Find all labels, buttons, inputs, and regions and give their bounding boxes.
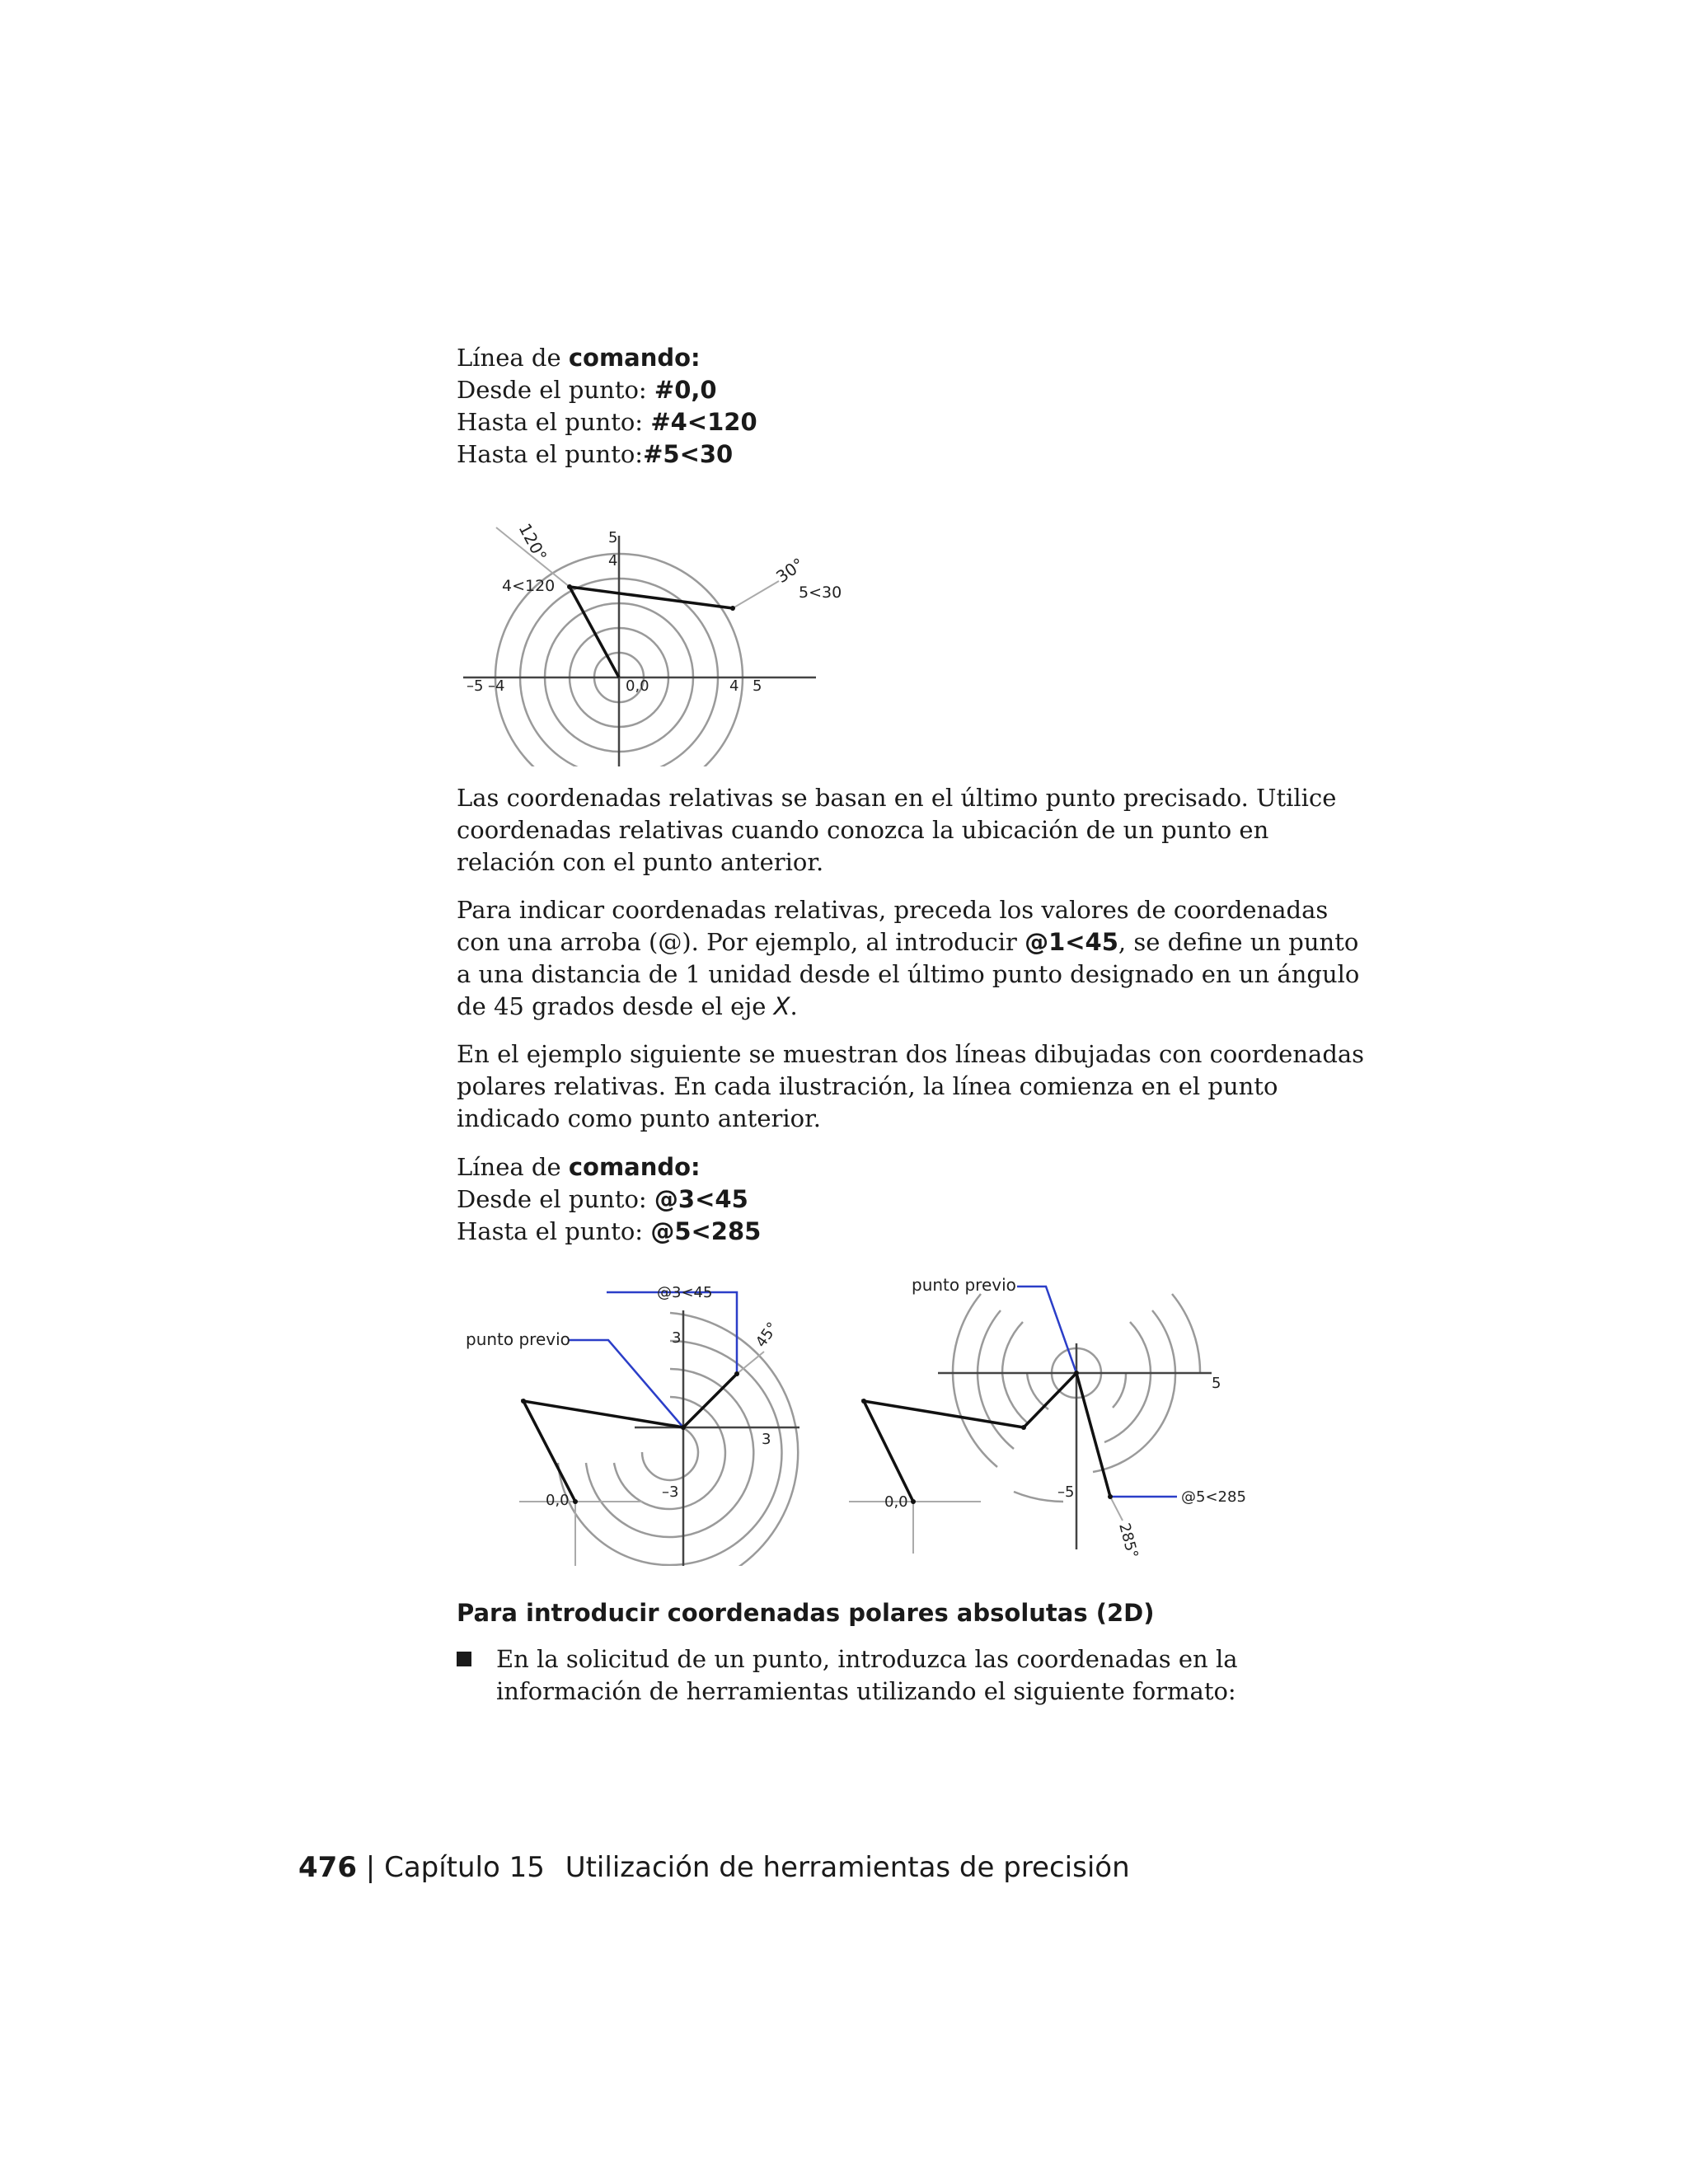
tick-label-ym3: –3 (662, 1483, 679, 1501)
point (861, 1399, 866, 1404)
chapter-title: Utilización de herramientas de precisión (565, 1851, 1130, 1884)
point (730, 606, 735, 611)
text: Desde el punto: (457, 1185, 654, 1213)
point (567, 584, 572, 589)
origin-label: 0,0 (626, 677, 649, 695)
page-footer (298, 1849, 1130, 1886)
text: Línea de (457, 344, 569, 372)
drawn-lines (864, 1373, 1110, 1502)
bold-text: @1<45 (1025, 928, 1118, 956)
angle-leader (1110, 1497, 1123, 1521)
command-block-2 (457, 1151, 1363, 1248)
point (911, 1499, 916, 1504)
paragraph-at-sign (457, 894, 1372, 1023)
bold-text: @3<45 (654, 1185, 748, 1213)
paragraph-text: Las coordenadas relativas se basan en el último punto precisado. Utilice coordenadas relativas cuando conozca la ubicación de un punto en relación con el punto anterior. (457, 784, 1337, 876)
command-line-3 (457, 406, 1363, 438)
bold-text: #4<120 (650, 408, 757, 436)
tick-label-y5: 5 (608, 529, 618, 546)
point (573, 1499, 578, 1504)
paragraph-example (457, 1038, 1372, 1135)
chapter-label: Capítulo 15 (384, 1851, 545, 1884)
point-label-5-30: 5<30 (799, 583, 842, 602)
tick-label-xm5: –5 (467, 677, 484, 695)
footer-separator: | (365, 1851, 376, 1884)
figure-relative-polar (453, 1269, 1278, 1566)
tick-label-x5: 5 (1212, 1375, 1221, 1392)
point (681, 1425, 686, 1430)
bullet-text: En la solicitud de un punto, introduzca las coordenadas en la información de herramientas utilizando el siguiente formato: (496, 1645, 1238, 1705)
angle-label-120: 120° (514, 520, 551, 565)
bullet-item (457, 1643, 1380, 1708)
point (1108, 1494, 1113, 1499)
tick-label-y3: 3 (672, 1329, 682, 1347)
bold-text: comando: (568, 1153, 701, 1181)
left-illustration (466, 1284, 799, 1566)
command-line-1 (457, 342, 1363, 374)
section-heading: Para introducir coordenadas polares absolutas (2D) (457, 1599, 1155, 1627)
text: Hasta el punto: (457, 1217, 651, 1245)
command-line-1 (457, 1151, 1363, 1183)
text: Hasta el punto: (457, 408, 651, 436)
tick-label-ym5: –5 (1057, 1483, 1075, 1501)
angle-label-285: 285° (1115, 1521, 1142, 1561)
tick-label-x4: 4 (729, 677, 739, 695)
point (521, 1399, 526, 1404)
italic-text: X (773, 992, 790, 1020)
label-at-5-285: @5<285 (1181, 1488, 1246, 1506)
drawn-lines (523, 1374, 737, 1502)
line-segment-2 (570, 587, 733, 608)
blue-leader-prev (569, 1340, 683, 1427)
text: Para indicar coordenadas relativas, preceda los valores de coordenadas con una arroba (@). Por ejemplo, al introducir (457, 896, 1329, 956)
paragraph-text (457, 894, 1372, 1023)
command-line-4 (457, 438, 1363, 471)
point (1074, 1371, 1079, 1376)
tick-label-x3: 3 (762, 1431, 771, 1448)
angle-leader (737, 1352, 764, 1374)
angle-label-45: 45° (752, 1319, 782, 1351)
point (1021, 1425, 1026, 1430)
point (734, 1371, 739, 1376)
angle-leader-30 (733, 581, 779, 608)
text: Hasta el punto: (457, 440, 644, 468)
bullet-square-icon (457, 1652, 471, 1666)
command-line-2 (457, 1183, 1363, 1216)
tick-label-y4: 4 (608, 552, 618, 569)
bold-text: #0,0 (654, 376, 717, 404)
command-line-3 (457, 1216, 1363, 1248)
bold-text: comando: (568, 344, 701, 372)
point-label-4-120: 4<120 (502, 577, 556, 595)
right-illustration (849, 1275, 1246, 1560)
bold-text: #5<30 (643, 440, 734, 468)
paragraph-relative-intro (457, 782, 1372, 879)
origin-label: 0,0 (884, 1493, 908, 1511)
tick-label-xm4: –4 (488, 677, 505, 695)
angle-label-30: 30° (772, 554, 808, 588)
line-segment-1 (570, 587, 619, 677)
tick-label-x5: 5 (753, 677, 762, 695)
bold-text: @5<285 (650, 1217, 762, 1245)
text: Línea de (457, 1153, 569, 1181)
label-punto-previo: punto previo (466, 1329, 570, 1349)
blue-leader-prev (1017, 1286, 1076, 1373)
text: Desde el punto: (457, 376, 654, 404)
figure-absolute-polar (453, 494, 865, 766)
text: , se define un punto a una distancia de 1 unidad desde el último punto designado en un ángulo de 45 grados desde el eje (457, 928, 1360, 1020)
command-line-2 (457, 374, 1363, 406)
command-block-1 (457, 342, 1363, 471)
origin-label: 0,0 (546, 1492, 570, 1509)
text: . (790, 992, 798, 1020)
label-at-3-45: @3<45 (657, 1284, 713, 1301)
label-punto-previo: punto previo (912, 1275, 1016, 1295)
page-number: 476 (298, 1851, 357, 1884)
paragraph-text: En el ejemplo siguiente se muestran dos líneas dibujadas con coordenadas polares relativas. En cada ilustración, la línea comienza en el punto indicado como punto anterior. (457, 1040, 1365, 1132)
